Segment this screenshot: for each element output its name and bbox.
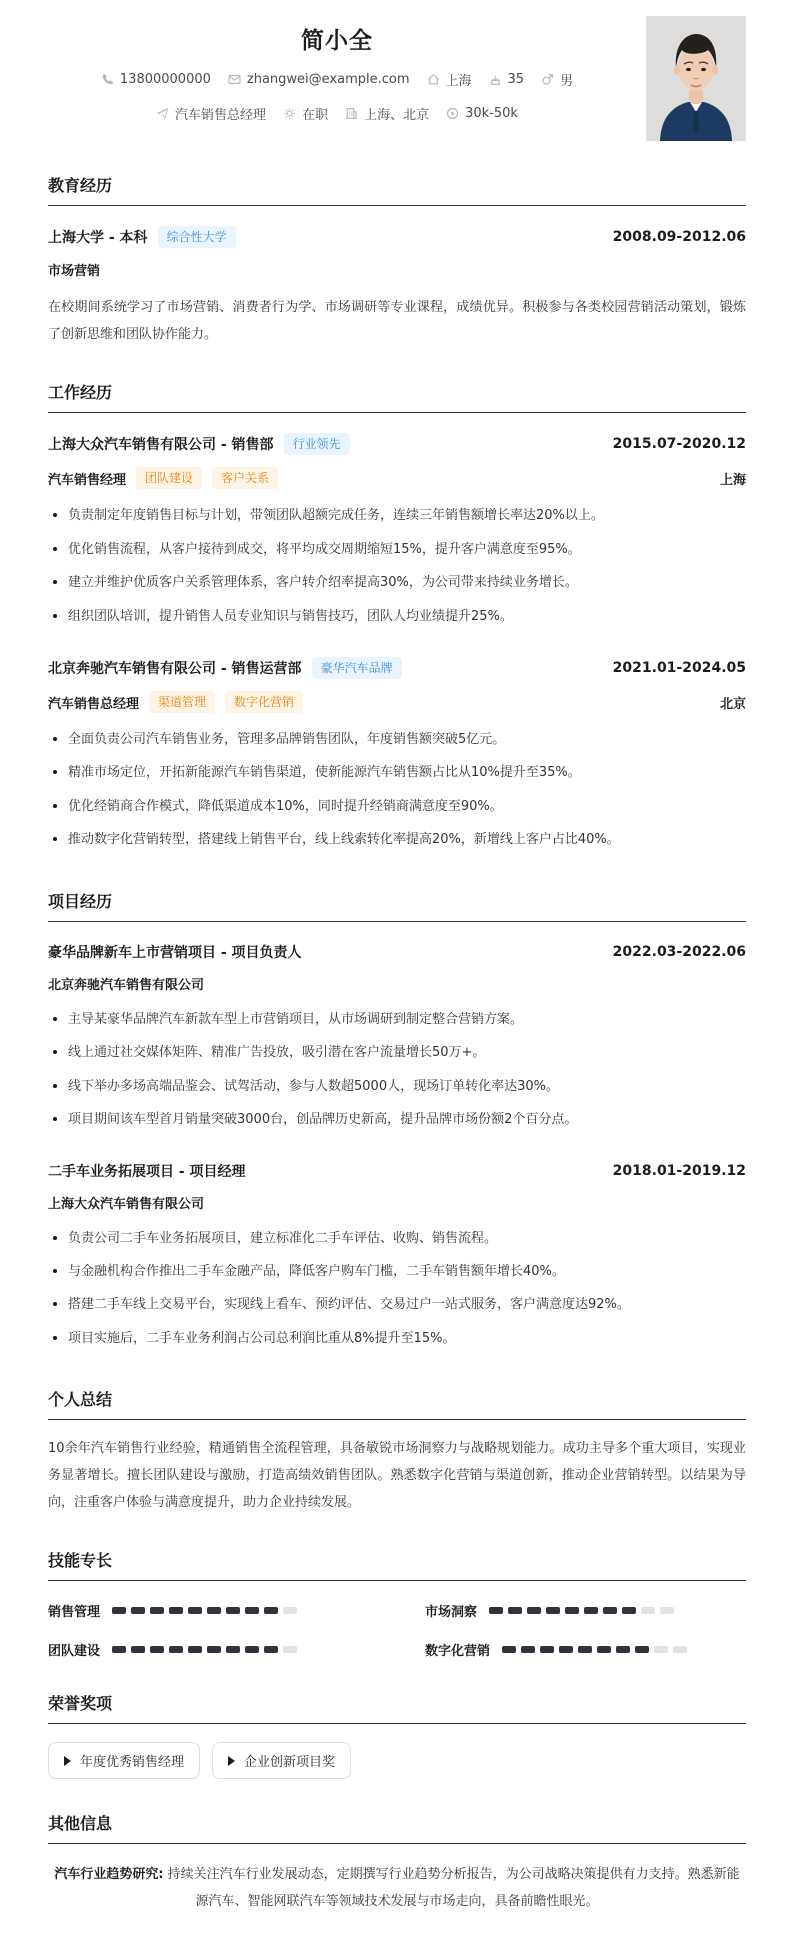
company-tag: 豪华汽车品牌 [312,657,402,679]
projects-section-title: 项目经历 [48,889,746,922]
contact-position [156,104,266,123]
project-date: 2022.03-2022.06 [612,943,746,960]
section-other [48,1811,746,1915]
bullet-item: 线上通过社交媒体矩阵、精准广告投放，吸引潜在客户流量增长50万+。 [48,1036,746,1069]
status-icon [283,107,296,120]
bullet-item: 优化经销商合作模式，降低渠道成本10%，同时提升经销商满意度至90%。 [48,790,746,823]
position-title: 汽车销售总经理 [48,696,140,712]
other-info-text [48,1862,746,1915]
award-badge [212,1742,351,1779]
play-triangle-icon [228,1756,235,1766]
school-tag: 综合性大学 [158,226,236,248]
skill-segment [150,1607,164,1614]
skill-name: 销售管理 [48,1605,101,1621]
skill-row [425,1640,746,1659]
project-entry [48,942,746,1137]
bullet-item: 建立并维护优质客户关系管理体系，客户转介绍率提高30%，为公司带来持续业务增长。 [48,566,746,599]
contact-row-2 [48,104,626,123]
project-title: 二手车业务拓展项目 - 项目经理 [48,1163,246,1180]
skill-segment [597,1646,611,1653]
work-location: 北京 [719,696,746,712]
major-name: 市场营销 [48,264,101,279]
contact-phone [101,72,211,87]
skills-grid [48,1601,746,1659]
project-title: 豪华品牌新车上市营销项目 - 项目负责人 [48,944,302,961]
skill-segment [508,1607,522,1614]
skill-segment [131,1607,145,1614]
award-label: 年度优秀销售经理 [80,1755,185,1771]
work-bullet-list [48,723,746,857]
city-value: 上海 [445,74,472,89]
position-skill-tag: 客户关系 [212,467,278,489]
age-icon [489,73,502,86]
section-summary [48,1387,746,1516]
gender-value: 男 [560,74,574,89]
skill-level-bar [489,1607,674,1614]
bullet-item: 推动数字化营销转型，搭建线上销售平台，线上线索转化率提高20%，新增线上客户占比40%。 [48,823,746,856]
education-section-title: 教育经历 [48,173,746,206]
position-value: 汽车销售总经理 [175,108,267,123]
contact-row-1 [48,70,626,89]
skill-segment [169,1607,183,1614]
email-icon [228,73,241,86]
honors-section-title: 荣誉奖项 [48,1691,746,1724]
education-entry [48,226,746,348]
age-value: 35 [507,72,525,87]
skills-section-title: 技能专长 [48,1548,746,1581]
candidate-name: 简小全 [301,28,373,54]
skill-level-bar [502,1646,687,1653]
skill-segment [641,1607,655,1614]
gender-icon [541,73,554,86]
contact-target-cities [345,104,429,123]
summary-text: 10余年汽车销售行业经验，精通销售全流程管理，具备敏锐市场洞察力与战略规划能力。成功主导多个重大项目，实现业务显著增长。擅长团队建设与激励，打造高绩效销售团队。熟悉数字化营销与渠道创新，推动企业营销转型。以结果为导向，注重客户体验与满意度提升，助力企业持续发展。 [48,1441,746,1510]
position-skill-tag: 渠道管理 [149,691,215,713]
skill-segment [521,1646,535,1653]
skill-segment [578,1646,592,1653]
salary-value: 30k-50k [465,106,518,121]
skill-row [48,1601,369,1620]
skill-row [425,1601,746,1620]
company-name: 北京奔驰汽车销售有限公司 - 销售运营部 [48,661,302,678]
company-tag: 行业领先 [284,433,350,455]
header-main [48,16,626,123]
skill-segment [616,1646,630,1653]
contact-gender [541,70,573,89]
awards-list [48,1742,746,1779]
skill-segment [245,1646,259,1653]
company-name: 上海大众汽车销售有限公司 - 销售部 [48,437,274,454]
status-value: 在职 [302,108,329,123]
project-company: 北京奔驰汽车销售有限公司 [48,977,205,993]
contact-email [228,72,410,87]
skill-segment [188,1646,202,1653]
skill-segment [112,1646,126,1653]
bullet-item: 搭建二手车线上交易平台，实现线上看车、预约评估、交易过户一站式服务，客户满意度达92%。 [48,1288,746,1321]
project-entry [48,1161,746,1356]
skill-segment [226,1607,240,1614]
project-bullet-list [48,1003,746,1137]
position-icon [156,107,169,120]
bullet-item: 项目实施后，二手车业务利润占公司总利润比重从8%提升至15%。 [48,1322,746,1355]
skill-name: 数字化营销 [425,1644,491,1660]
work-date: 2021.01-2024.05 [612,660,746,677]
skill-segment [207,1607,221,1614]
section-projects [48,889,746,1356]
award-badge [48,1742,200,1779]
skill-segment [245,1607,259,1614]
bullet-item: 优化销售流程，从客户接待到成交，将平均成交周期缩短15%，提升客户满意度至95%。 [48,533,746,566]
summary-section-title: 个人总结 [48,1387,746,1420]
bullet-item: 与金融机构合作推出二手车金融产品，降低客户购车门槛，二手车销售额年增长40%。 [48,1255,746,1288]
profile-photo [646,16,746,141]
bullet-item: 负责制定年度销售目标与计划，带领团队超额完成任务，连续三年销售额增长率达20%以上。 [48,499,746,532]
target-cities-value: 上海、北京 [364,108,430,123]
bullet-item: 负责公司二手车业务拓展项目，建立标准化二手车评估、收购、销售流程。 [48,1222,746,1255]
school-name: 上海大学 - 本科 [48,230,148,246]
skill-segment [559,1646,573,1653]
skill-segment [635,1646,649,1653]
skill-segment [622,1607,636,1614]
phone-number: 13800000000 [119,72,211,87]
contact-status [283,104,328,123]
contact-salary [446,106,518,121]
work-location: 上海 [719,472,746,488]
skill-segment [565,1607,579,1614]
salary-icon [446,107,459,120]
skill-segment [283,1646,297,1653]
skill-segment [546,1607,560,1614]
skill-segment [584,1607,598,1614]
email-address: zhangwei@example.com [246,72,410,87]
work-section-title: 工作经历 [48,380,746,413]
skill-segment [527,1607,541,1614]
section-honors [48,1691,746,1779]
bullet-item: 项目期间该车型首月销量突破3000台，创品牌历史新高，提升品牌市场份额2个百分点。 [48,1103,746,1136]
work-entry [48,657,746,857]
skill-level-bar [112,1607,297,1614]
section-skills [48,1548,746,1659]
phone-icon [101,73,114,86]
skill-segment [264,1607,278,1614]
skill-segment [283,1607,297,1614]
position-skill-tag: 数字化营销 [225,691,303,713]
bullet-item: 组织团队培训，提升销售人员专业知识与销售技巧，团队人均业绩提升25%。 [48,600,746,633]
position-title: 汽车销售经理 [48,472,127,488]
skill-name: 市场洞察 [425,1605,478,1621]
bullet-item: 全面负责公司汽车销售业务，管理多品牌销售团队，年度销售额突破5亿元。 [48,723,746,756]
project-date: 2018.01-2019.12 [612,1162,746,1179]
other-section-title: 其他信息 [48,1811,746,1844]
skill-segment [131,1646,145,1653]
education-date: 2008.09-2012.06 [612,229,746,245]
project-company: 上海大众汽车销售有限公司 [48,1196,205,1212]
skill-segment [112,1607,126,1614]
position-skill-tag: 团队建设 [136,467,202,489]
play-triangle-icon [64,1756,71,1766]
bullet-item: 精准市场定位，开拓新能源汽车销售渠道，使新能源汽车销售额占比从10%提升至35%。 [48,756,746,789]
education-description: 在校期间系统学习了市场营销、消费者行为学、市场调研等专业课程，成绩优异。积极参与各类校园营销活动策划，锻炼了创新思维和团队协作能力。 [48,300,746,342]
bullet-item: 主导某豪华品牌汽车新款车型上市营销项目，从市场调研到制定整合营销方案。 [48,1003,746,1036]
resume-header [48,16,746,141]
work-bullet-list [48,499,746,633]
skill-segment [673,1646,687,1653]
other-info-label: 汽车行业趋势研究: [54,1867,164,1883]
skill-segment [226,1646,240,1653]
skill-segment [540,1646,554,1653]
work-entry [48,433,746,633]
award-label: 企业创新项目奖 [244,1755,336,1771]
project-bullet-list [48,1222,746,1356]
home-icon [427,73,440,86]
other-info-body: 持续关注汽车行业发展动态，定期撰写行业趋势分析报告，为公司战略决策提供有力支持。熟悉新能源汽车、智能网联汽车等领域技术发展与市场走向，具备前瞻性眼光。 [167,1867,740,1909]
skill-segment [603,1607,617,1614]
skill-segment [502,1646,516,1653]
skill-segment [150,1646,164,1653]
section-education [48,173,746,348]
contact-age [489,72,525,87]
skill-segment [654,1646,668,1653]
skill-segment [207,1646,221,1653]
city-icon [345,107,358,120]
contact-city [427,70,472,89]
section-work [48,380,746,857]
skill-name: 团队建设 [48,1644,101,1660]
skill-segment [264,1646,278,1653]
skill-segment [169,1646,183,1653]
skill-row [48,1640,369,1659]
skill-segment [188,1607,202,1614]
skill-segment [660,1607,674,1614]
skill-level-bar [112,1646,297,1653]
skill-segment [489,1607,503,1614]
bullet-item: 线下举办多场高端品鉴会、试驾活动，参与人数超5000人，现场订单转化率达30%。 [48,1070,746,1103]
work-date: 2015.07-2020.12 [612,436,746,453]
